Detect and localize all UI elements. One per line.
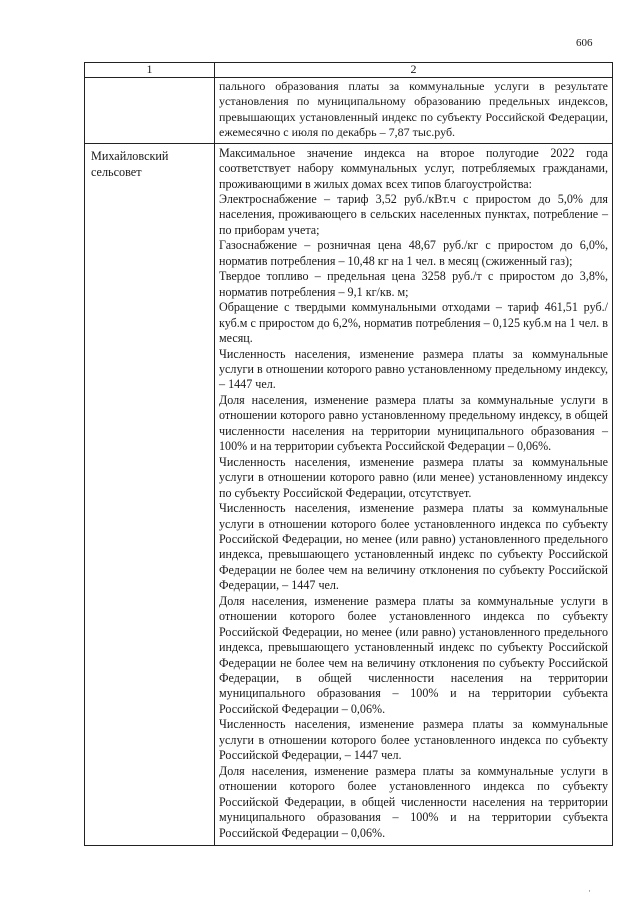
municipality-name-cell bbox=[85, 143, 215, 845]
municipality-name-line2: сельсовет bbox=[91, 164, 142, 179]
paragraph-waste: Обращение с твердыми коммунальными отходами – тариф 461,51 руб./куб.м с приростом до 6,2%, норматив потребления – 0,125 куб.м на 1 чел. в месяц. bbox=[219, 300, 608, 346]
scan-dot-mark: · bbox=[588, 886, 591, 896]
table-row-continuation bbox=[85, 78, 613, 144]
paragraph-share-between: Доля населения, изменение размера платы за коммунальные услуги в отношении которого более установленного индекса по субъекту Российской Федерации, но менее (или равно) установленного предельного индекса, превышающего установленный индекс по субъекту Российской Федерации не более чем на величину отклонения по субъекту Российской Федерации, в общей численности населения на территории муниципального образования – 100% и на территории субъекта Российской Федерации – 0,06%. bbox=[219, 593, 608, 716]
paragraph-population-above-index: Численность населения, изменение размера платы за коммунальные услуги в отношении которого более установленного индекса по субъекту Российской Федерации, – 1447 чел. bbox=[219, 717, 608, 763]
paragraph-population-below-index: Численность населения, изменение размера платы за коммунальные услуги в отношении которого равно (или менее) установленному индексу по субъекту Российской Федерации, отсутствует. bbox=[219, 454, 608, 500]
continuation-paragraph: пального образования платы за коммунальные услуги в результате установления по муниципальному образованию предельных индексов, превышающих установленный индекс по субъекту Российской Федерации, ежемесячно с июля по декабрь – 7,87 тыс.руб. bbox=[219, 79, 608, 140]
municipality-name-line1: Михайловский bbox=[91, 148, 169, 163]
paragraph-solid-fuel: Твердое топливо – предельная цена 3258 руб./т с приростом до 3,8%, норматив потребления – 9,1 кг/кв. м; bbox=[219, 269, 608, 299]
column-header-2: 2 bbox=[215, 63, 613, 78]
continuation-text-cell bbox=[215, 78, 613, 144]
paragraph-gas: Газоснабжение – розничная цена 48,67 руб./кг с приростом до 6,0%, норматив потребления – 10,48 кг на 1 чел. в месяц (сжиженный газ); bbox=[219, 238, 608, 268]
paragraph-share-above-index: Доля населения, изменение размера платы за коммунальные услуги в отношении которого более установленного индекса по субъекту Российской Федерации, в общей численности населения на территории муниципального образования – 100% и на территории субъекта Российской Федерации – 0,06%. bbox=[219, 763, 608, 840]
continuation-name-cell bbox=[85, 78, 215, 144]
paragraph-max-index: Максимальное значение индекса на второе полугодие 2022 года соответствует набору коммунальных услуг, потребляемых гражданами, проживающими в жилых домах всех типов благоустройства: bbox=[219, 145, 608, 191]
paragraph-electricity: Электроснабжение – тариф 3,52 руб./кВт.ч с приростом до 5,0% для населения, проживающего в сельских населенных пунктах, потребление – по приборам учета; bbox=[219, 191, 608, 237]
document-table bbox=[84, 62, 613, 846]
table-row-mikhailovsky bbox=[85, 143, 613, 845]
paragraph-share-equal-limit: Доля населения, изменение размера платы за коммунальные услуги в отношении которого равно установленному предельному индексу, в общей численности населения на территории муниципального образования – 100% и на территории субъекта Российской Федерации – 0,06%. bbox=[219, 392, 608, 454]
table-header-row bbox=[85, 63, 613, 78]
paragraph-population-between: Численность населения, изменение размера платы за коммунальные услуги в отношении которого более установленного индекса по субъекту Российской Федерации, но менее (или равно) установленного предельного индекса, превышающего установленный индекс по субъекту Российской Федерации не более чем на величину отклонения по субъекту Российской Федерации, – 1447 чел. bbox=[219, 501, 608, 593]
paragraph-population-equal-limit: Численность населения, изменение размера платы за коммунальные услуги в отношении которого равно установленному предельному индексу, – 1447 чел. bbox=[219, 346, 608, 392]
municipality-description-cell bbox=[215, 143, 613, 845]
page-number: 606 bbox=[576, 37, 593, 49]
column-header-1: 1 bbox=[85, 63, 215, 78]
